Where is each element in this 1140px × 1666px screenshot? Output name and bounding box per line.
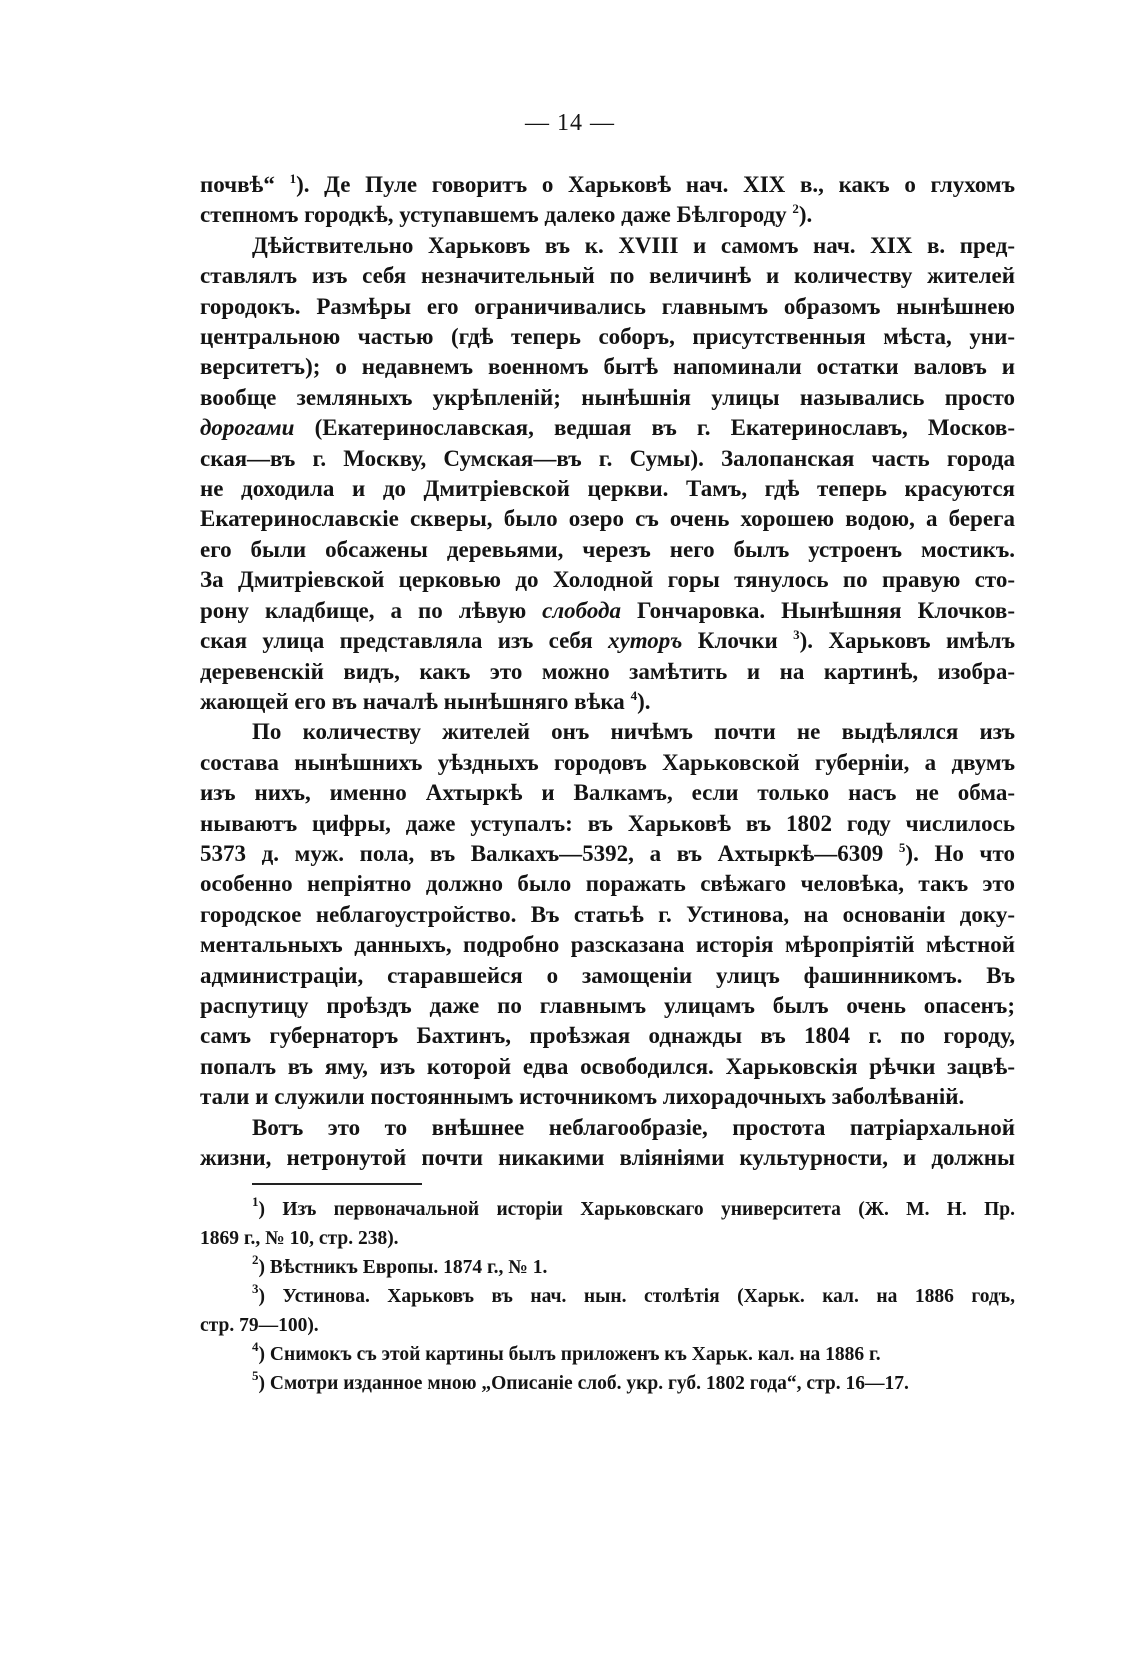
text-line: ментальныхъ данныхъ, подробно разсказана исторія мѣропріятій мѣстной [200, 932, 1015, 958]
text-line: ская—въ г. Москву, Сумская—въ г. Сумы). Залопанская часть города [200, 445, 1015, 471]
footnote-text: стр. 79—100). [200, 1315, 319, 1336]
footnote [200, 1340, 1015, 1369]
text-line: состава нынѣшнихъ уѣздныхъ городовъ Харьковской губерніи, а двумъ [200, 749, 1015, 775]
text-line: почвѣ“ $^1$). Де Пуле говоритъ о Харьковѣ нач. XIX в., какъ о глухомъ [200, 171, 1016, 197]
footnote-text: Смотри изданное мною „Описаніе слоб. укр. губ. 1802 года“, стр. 16—17. [269, 1373, 909, 1394]
footnote-line: $^1$) Изъ первоначальной исторіи Харьковскаго университета (Ж. М. Н. Пр. [252, 1194, 1016, 1220]
footnote-line: $^3$) Устинова. Харьковъ въ нач. нын. столѣтія (Харьк. кал. на 1886 годъ, [252, 1281, 1015, 1307]
text-line: городокъ. Размѣры его ограничивались главнымъ образомъ нынѣшнею [200, 293, 1015, 319]
footnote-line [200, 1224, 1015, 1253]
text-line: его были обсажены деревьями, черезъ него былъ устроенъ мостикъ. [200, 536, 1015, 562]
footnote [200, 1253, 1015, 1282]
text-line: особенно непріятно должно было поражать свѣжаго человѣка, такъ это [200, 871, 1015, 897]
text-line: попалъ въ яму, изъ которой едва освободился. Харьковскія рѣчки зацвѣ- [200, 1053, 1015, 1079]
text-line: изъ нихъ, именно Ахтыркѣ и Валкамъ, если только насъ не обма- [200, 780, 1015, 806]
text-line: не доходила и до Дмитріевской церкви. Тамъ, гдѣ теперь красуются [200, 476, 1015, 502]
text-line: тали и служили постояннымъ источникомъ лихорадочныхъ заболѣваній. [200, 1084, 965, 1110]
text-line: вообще земляныхъ укрѣпленій; нынѣшнія улицы назывались просто [200, 384, 1015, 410]
footnote [200, 1195, 1015, 1253]
paragraph [200, 1113, 1015, 1174]
text-line: распутицу проѣздъ даже по главнымъ улицамъ былъ очень опасенъ; [200, 992, 1015, 1018]
paragraph [200, 170, 1015, 231]
footnote-marker: 3 [252, 1281, 259, 1296]
page-number: — 14 — [525, 110, 615, 136]
text-line: Екатеринославскіе скверы, было озеро съ очень хорошею водою, а берега [200, 506, 1015, 532]
footnote-marker: 2 [252, 1252, 259, 1267]
footnote-text: Изъ первоначальной исторіи Харьковскаго университета (Ж. М. Н. Пр. [282, 1199, 1016, 1220]
footnotes [200, 1195, 1015, 1398]
footnote-line: $^4$) Снимокъ съ этой картины былъ приложенъ къ Харьк. кал. на 1886 г. [252, 1339, 881, 1365]
footnote-marker: 4 [252, 1339, 259, 1354]
text-line: 5373 д. муж. пола, въ Валкахъ—5392, а въ Ахтыркѣ—6309 $^5$). Но что [200, 839, 1015, 866]
text-line: ская улица представляла изъ себя хуторъ Клочки $^3$). Харьковъ имѣлъ [200, 627, 1015, 654]
footnote-text: Устинова. Харьковъ въ нач. нын. столѣтія (Харьк. кал. на 1886 годъ, [282, 1286, 1015, 1307]
text-line: центральною частью (гдѣ теперь соборъ, присутственныя мѣста, уни- [200, 324, 1015, 350]
text-line: жизни, нетронутой почти никакими вліяніями культурности, и должны [200, 1145, 1015, 1170]
footnote-text: Снимокъ съ этой картины былъ приложенъ къ Харьк. кал. на 1886 г. [269, 1344, 881, 1365]
paragraph [200, 231, 1015, 718]
footnote-text: 1869 г., № 10, стр. 238). [200, 1228, 399, 1249]
footnote-separator [252, 1183, 422, 1185]
text-line: деревенскій видъ, какъ это можно замѣтить и на картинѣ, изобра- [200, 658, 1015, 684]
text-line: ставлялъ изъ себя незначительный по величинѣ и количеству жителей [200, 263, 1015, 289]
text-line: За Дмитріевской церковью до Холодной горы тянулось по правую сто- [200, 567, 1015, 593]
text-line: городское неблагоустройство. Въ статьѣ г. Устинова, на основаніи доку- [200, 901, 1015, 927]
footnote-line: $^2$) Вѣстникъ Европы. 1874 г., № 1. [252, 1252, 548, 1278]
text-line: Дѣйствительно Харьковъ въ к. XVIII и самомъ нач. XIX в. пред- [252, 232, 1015, 258]
text-line: самъ губернаторъ Бахтинъ, проѣзжая однажды въ 1804 г. по городу, [200, 1023, 1015, 1049]
paragraph [200, 717, 1015, 1112]
footnote-line [200, 1311, 1015, 1340]
text-line: жающей его въ началѣ нынѣшняго вѣка $^4$). [200, 687, 651, 714]
text-line: рону кладбище, а по лѣвую слобода Гончаровка. Нынѣшняя Клочков- [200, 597, 1015, 623]
footnote-marker: 5 [252, 1368, 259, 1383]
text-line: По количеству жителей онъ ничѣмъ почти не выдѣлялся изъ [252, 719, 1015, 745]
text-line: степномъ городкѣ, уступавшемъ далеко даже Бѣлгороду $^2$). [200, 201, 813, 228]
text-line: нываютъ цифры, даже уступалъ: въ Харьковѣ въ 1802 году числилось [200, 810, 1015, 836]
text-line: дорогами (Екатеринославская, ведшая въ г. Екатеринославъ, Москов- [200, 415, 1015, 441]
text-line: верситетъ); о недавнемъ военномъ бытѣ напоминали остатки валовъ и [200, 354, 1015, 380]
text-line: Вотъ это то внѣшнее неблагообразіе, простота патріархальной [252, 1114, 1015, 1140]
body-text [200, 170, 1015, 1173]
footnote-line: $^5$) Смотри изданное мною „Описаніе слоб. укр. губ. 1802 года“, стр. 16—17. [252, 1368, 909, 1394]
footnote [200, 1369, 1015, 1398]
footnote-text: Вѣстникъ Европы. 1874 г., № 1. [269, 1257, 548, 1278]
text-line: администраціи, старавшейся о замощеніи улицъ фашинникомъ. Въ [200, 962, 1015, 988]
footnote [200, 1282, 1015, 1340]
footnote-marker: 1 [252, 1194, 259, 1209]
